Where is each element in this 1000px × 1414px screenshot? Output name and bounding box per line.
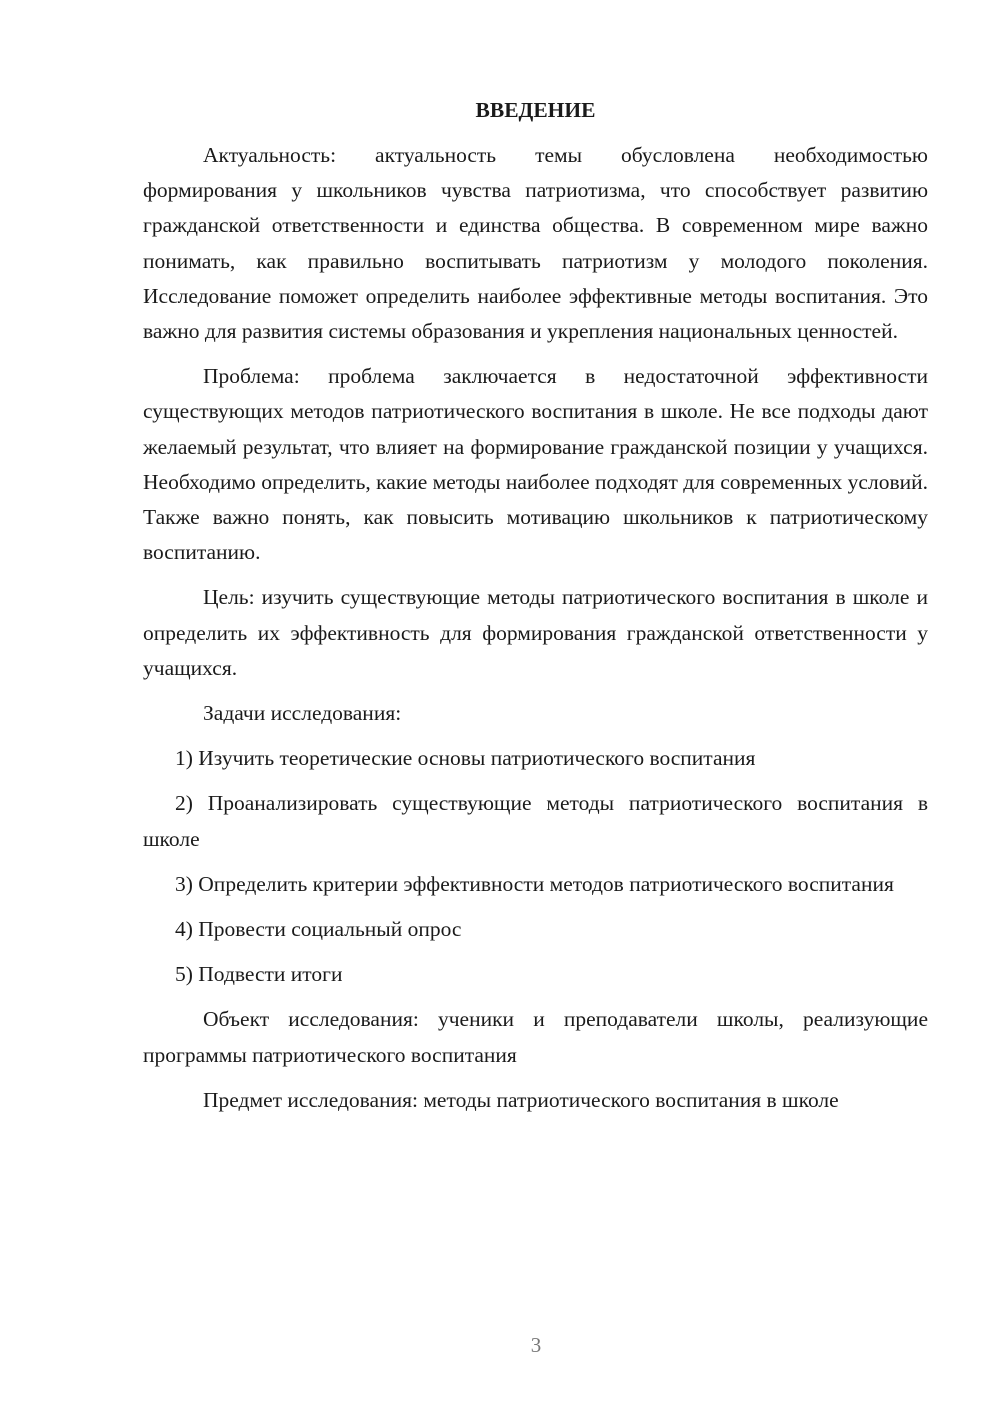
relevance-paragraph: Актуальность: актуальность темы обусловлена необходимостью формирования у школьников чувства патриотизма, что способствует развитию гражданской ответственности и единства общества. В современном мире важно понимать, как правильно воспитывать патриотизм у молодого поколения. Исследование поможет определить наиболее эффективные методы воспитания. Это важно для развития системы образования и укрепления национальных ценностей. bbox=[143, 143, 928, 344]
task-item: 4) Провести социальный опрос bbox=[175, 917, 462, 942]
tasks-intro: Задачи исследования: bbox=[203, 701, 402, 726]
task-item: 5) Подвести итоги bbox=[175, 962, 343, 987]
task-item: 3) Определить критерии эффективности методов патриотического воспитания bbox=[175, 871, 894, 896]
task-item: 2) Проанализировать существующие методы патриотического воспитания в школе bbox=[143, 791, 928, 851]
page-content bbox=[143, 94, 928, 1128]
problem-paragraph: Проблема: проблема заключается в недостаточной эффективности существующих методов патриотического воспитания в школе. Не все подходы дают желаемый результат, что влияет на формирование гражданской позиции у учащихся. Необходимо определить, какие методы наиболее подходят для современных условий. Также важно понять, как повысить мотивацию школьников к патриотическому воспитанию. bbox=[143, 364, 928, 565]
page-number: 3 bbox=[530, 1333, 542, 1357]
goal-paragraph: Цель: изучить существующие методы патриотического воспитания в школе и определить их эффективность для формирования гражданской ответственности у учащихся. bbox=[143, 585, 928, 680]
tasks-list bbox=[143, 741, 928, 992]
section-heading: ВВЕДЕНИЕ bbox=[475, 98, 596, 122]
object-paragraph: Объект исследования: ученики и преподаватели школы, реализующие программы патриотического воспитания bbox=[143, 1007, 928, 1067]
task-item: 1) Изучить теоретические основы патриотического воспитания bbox=[175, 746, 756, 771]
subject-paragraph: Предмет исследования: методы патриотического воспитания в школе bbox=[203, 1087, 839, 1112]
